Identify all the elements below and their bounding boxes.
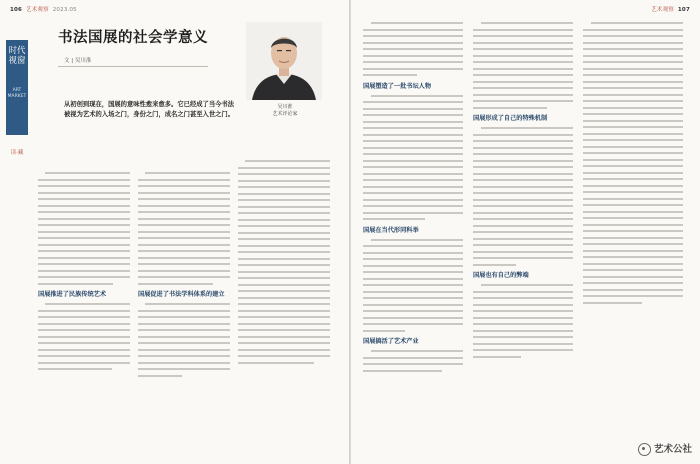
text-line [363, 160, 463, 162]
text-line [238, 173, 330, 175]
text-line [583, 224, 683, 226]
text-line [38, 250, 130, 252]
text-line [38, 316, 130, 318]
text-line [238, 297, 330, 299]
text-line [473, 192, 573, 194]
text-line [238, 349, 330, 351]
text-line [363, 357, 463, 359]
text-line [138, 355, 230, 357]
text-line [138, 342, 230, 344]
text-line [363, 252, 463, 254]
text-line [238, 362, 314, 364]
text-line [138, 310, 230, 312]
text-line [38, 185, 130, 187]
text-line [238, 186, 330, 188]
text-line [363, 330, 405, 332]
text-line [363, 370, 442, 372]
text-line [138, 205, 230, 207]
text-line [583, 211, 683, 213]
text-line [583, 159, 683, 161]
text-line [583, 178, 683, 180]
text-line [38, 237, 130, 239]
right-page-header [651, 5, 690, 13]
text-line [145, 172, 230, 174]
text-line [473, 94, 573, 96]
text-line [38, 257, 130, 259]
vertical-tag: 读·藏 [10, 150, 24, 156]
text-line [245, 160, 330, 162]
text-line [583, 263, 683, 265]
text-line [473, 29, 573, 31]
text-line [238, 238, 330, 240]
text-line [583, 217, 683, 219]
subheading: 国展形成了自己的特殊机制 [473, 115, 548, 122]
text-line [583, 68, 683, 70]
text-line [583, 269, 683, 271]
text-line [473, 323, 573, 325]
text-line [363, 212, 463, 214]
text-line [138, 244, 230, 246]
text-line [145, 303, 230, 305]
text-line [363, 317, 463, 319]
text-line [473, 304, 573, 306]
text-line [363, 114, 463, 116]
text-line [473, 349, 573, 351]
text-line [583, 48, 683, 50]
text-line [138, 211, 230, 213]
left-issue: 2023.05 [52, 7, 77, 13]
text-line [238, 329, 330, 331]
text-line [583, 120, 683, 122]
text-line [371, 95, 463, 97]
text-line [583, 172, 683, 174]
subheading: 国展推进了民族传统艺术 [38, 291, 107, 298]
text-line [238, 206, 330, 208]
text-line [583, 302, 642, 304]
text-line [138, 349, 230, 351]
subheading: 国展促进了书法学科体系的建立 [138, 291, 225, 298]
right-column-1 [363, 22, 463, 376]
text-line [138, 276, 230, 278]
text-line [38, 270, 130, 272]
text-line [238, 355, 330, 357]
text-line [38, 244, 130, 246]
subheading: 国展在当代形同科举 [363, 226, 419, 234]
text-line [473, 61, 573, 63]
subheading: 国展塑造了一批书坛人物 [363, 82, 432, 90]
text-line [583, 139, 683, 141]
text-line [363, 310, 463, 312]
text-line [138, 263, 230, 265]
text-line [363, 121, 463, 123]
text-line [583, 165, 683, 167]
text-line [238, 193, 330, 195]
text-line [238, 219, 330, 221]
subheading: 国展也有自己的弊端 [473, 272, 529, 279]
text-line [238, 251, 330, 253]
text-line [45, 172, 130, 174]
text-line [363, 61, 463, 63]
text-line [138, 218, 230, 220]
text-line [473, 199, 573, 201]
right-column-3 [583, 22, 683, 308]
right-page [351, 0, 700, 464]
text-line [473, 264, 516, 266]
text-line [138, 283, 213, 285]
text-line [138, 179, 230, 181]
text-line [583, 250, 683, 252]
text-line [583, 198, 683, 200]
text-line [473, 186, 573, 188]
text-line [473, 244, 573, 246]
text-line [138, 323, 230, 325]
right-column-2 [473, 22, 573, 362]
text-line [363, 284, 463, 286]
text-line [583, 295, 683, 297]
text-line [363, 297, 463, 299]
text-line [238, 310, 330, 312]
text-line [238, 284, 330, 286]
left-page [0, 0, 349, 464]
text-line [363, 363, 463, 365]
text-line [583, 237, 683, 239]
text-line [583, 74, 683, 76]
text-line [583, 107, 683, 109]
text-line [363, 166, 463, 168]
text-line [583, 289, 683, 291]
text-line [138, 362, 230, 364]
text-line [363, 304, 463, 306]
text-line [363, 192, 463, 194]
text-line [371, 22, 463, 24]
text-line [38, 198, 130, 200]
text-line [138, 231, 230, 233]
watermark-text: 艺术公社 [653, 444, 692, 455]
text-line [473, 179, 573, 181]
text-line [363, 35, 463, 37]
text-line [363, 147, 463, 149]
text-line [481, 284, 573, 286]
text-line [473, 100, 573, 102]
text-line [583, 29, 683, 31]
left-section-name: 艺术观察 [26, 7, 49, 13]
text-line [138, 336, 230, 338]
text-line [583, 42, 683, 44]
text-line [363, 258, 463, 260]
text-line [473, 74, 573, 76]
text-line [473, 336, 573, 338]
text-line [473, 55, 573, 57]
text-line [583, 35, 683, 37]
text-line [583, 87, 683, 89]
text-line [38, 192, 130, 194]
text-line [238, 225, 330, 227]
text-line [583, 191, 683, 193]
text-line [38, 179, 130, 181]
text-line [138, 185, 230, 187]
text-line [363, 186, 463, 188]
text-line [363, 74, 417, 76]
text-line [473, 212, 573, 214]
text-line [238, 303, 330, 305]
text-line [473, 35, 573, 37]
text-line [138, 270, 230, 272]
text-line [363, 278, 463, 280]
text-line [473, 147, 573, 149]
text-line [238, 264, 330, 266]
text-line [583, 133, 683, 135]
text-line [583, 61, 683, 63]
text-line [591, 22, 683, 24]
text-line [38, 368, 112, 370]
text-line [583, 230, 683, 232]
text-line [363, 55, 463, 57]
text-line [473, 257, 573, 259]
text-line [583, 81, 683, 83]
text-line [363, 68, 463, 70]
text-line [238, 199, 330, 201]
text-line [583, 204, 683, 206]
text-line [473, 81, 573, 83]
text-line [473, 317, 573, 319]
sidebar-subtitle: ART MARKET [7, 88, 27, 99]
sidebar-title: 时代视窗 [8, 46, 26, 66]
text-line [238, 271, 330, 273]
text-line [363, 101, 463, 103]
text-line [238, 323, 330, 325]
text-line [138, 368, 230, 370]
text-line [473, 160, 573, 162]
text-line [363, 29, 463, 31]
text-line [363, 108, 463, 110]
left-column-1 [38, 172, 130, 375]
text-line [38, 349, 130, 351]
text-line [363, 205, 463, 207]
author-photo [246, 22, 322, 100]
text-line [138, 237, 230, 239]
text-line [38, 329, 130, 331]
text-line [583, 243, 683, 245]
text-line [481, 22, 573, 24]
text-line [473, 166, 573, 168]
text-line [38, 276, 130, 278]
text-line [473, 107, 547, 109]
subheading: 国展搞活了艺术产业 [363, 338, 419, 345]
text-line [583, 146, 683, 148]
text-line [473, 87, 573, 89]
text-line [473, 330, 573, 332]
text-line [473, 48, 573, 50]
text-line [238, 336, 330, 338]
text-line [45, 303, 130, 305]
text-line [363, 134, 463, 136]
watermark [638, 441, 692, 456]
text-line [583, 55, 683, 57]
text-line [473, 238, 573, 240]
text-line [38, 355, 130, 357]
text-line [473, 251, 573, 253]
text-line [363, 140, 463, 142]
text-line [38, 310, 130, 312]
text-line [363, 291, 463, 293]
text-line [371, 350, 463, 352]
text-line [38, 231, 130, 233]
text-line [363, 218, 425, 220]
right-section-name: 艺术观察 [651, 7, 674, 13]
text-line [583, 256, 683, 258]
text-line [238, 212, 330, 214]
left-page-header [10, 5, 77, 13]
text-line [473, 68, 573, 70]
text-line [238, 342, 330, 344]
text-line [363, 245, 463, 247]
text-line [473, 225, 573, 227]
text-line [473, 173, 573, 175]
text-line [138, 316, 230, 318]
text-line [138, 198, 230, 200]
text-line [38, 336, 130, 338]
text-line [38, 224, 130, 226]
text-line [583, 152, 683, 154]
text-line [238, 316, 330, 318]
text-line [583, 113, 683, 115]
text-line [473, 297, 573, 299]
text-line [473, 356, 521, 358]
text-line [138, 329, 230, 331]
text-line [38, 218, 130, 220]
article-lead: 从初创到现在，国展的意味性愈来愈多。它已经成了当今书法被视为艺术的入场之门，身份之门，成名之门甚至入世之门。 [64, 101, 235, 118]
text-line [363, 127, 463, 129]
text-line [238, 277, 330, 279]
text-line [38, 283, 113, 285]
title-rule [58, 66, 208, 67]
text-line [38, 323, 130, 325]
text-line [38, 263, 130, 265]
left-page-number: 106 [10, 7, 23, 13]
text-line [238, 180, 330, 182]
text-line [363, 199, 463, 201]
text-line [138, 224, 230, 226]
text-line [583, 185, 683, 187]
text-line [363, 173, 463, 175]
right-page-number: 107 [677, 7, 690, 13]
text-line [238, 232, 330, 234]
text-line [473, 153, 573, 155]
text-line [473, 291, 573, 293]
text-line [238, 167, 330, 169]
text-line [38, 205, 130, 207]
text-line [138, 375, 182, 377]
text-line [583, 282, 683, 284]
text-line [583, 126, 683, 128]
text-line [238, 258, 330, 260]
text-line [473, 42, 573, 44]
text-line [363, 42, 463, 44]
text-line [363, 265, 463, 267]
left-column-2 [138, 172, 230, 381]
text-line [363, 271, 463, 273]
text-line [38, 342, 130, 344]
text-line [363, 153, 463, 155]
text-line [473, 343, 573, 345]
text-line [583, 94, 683, 96]
text-line [38, 362, 130, 364]
photo-caption-role: 艺术评论家 [272, 111, 298, 117]
text-line [363, 48, 463, 50]
text-line [583, 276, 683, 278]
text-line [238, 245, 330, 247]
text-line [371, 239, 463, 241]
text-line [363, 323, 463, 325]
text-line [473, 140, 573, 142]
article-byline: 文 | 吴川淮 [64, 58, 92, 64]
text-line [473, 134, 573, 136]
article-title: 书法国展的社会学意义 [58, 29, 208, 46]
text-line [473, 218, 573, 220]
text-line [363, 179, 463, 181]
photo-caption [250, 104, 320, 118]
photo-caption-name: 吴川淮 [277, 104, 293, 110]
text-line [481, 127, 573, 129]
text-line [38, 211, 130, 213]
text-line [138, 257, 230, 259]
text-line [473, 231, 573, 233]
text-line [238, 290, 330, 292]
section-sidebar [6, 40, 28, 135]
text-line [583, 100, 683, 102]
wechat-icon [638, 443, 651, 456]
text-line [138, 192, 230, 194]
left-column-3 [238, 160, 330, 368]
text-line [473, 310, 573, 312]
text-line [473, 205, 573, 207]
text-line [138, 250, 230, 252]
